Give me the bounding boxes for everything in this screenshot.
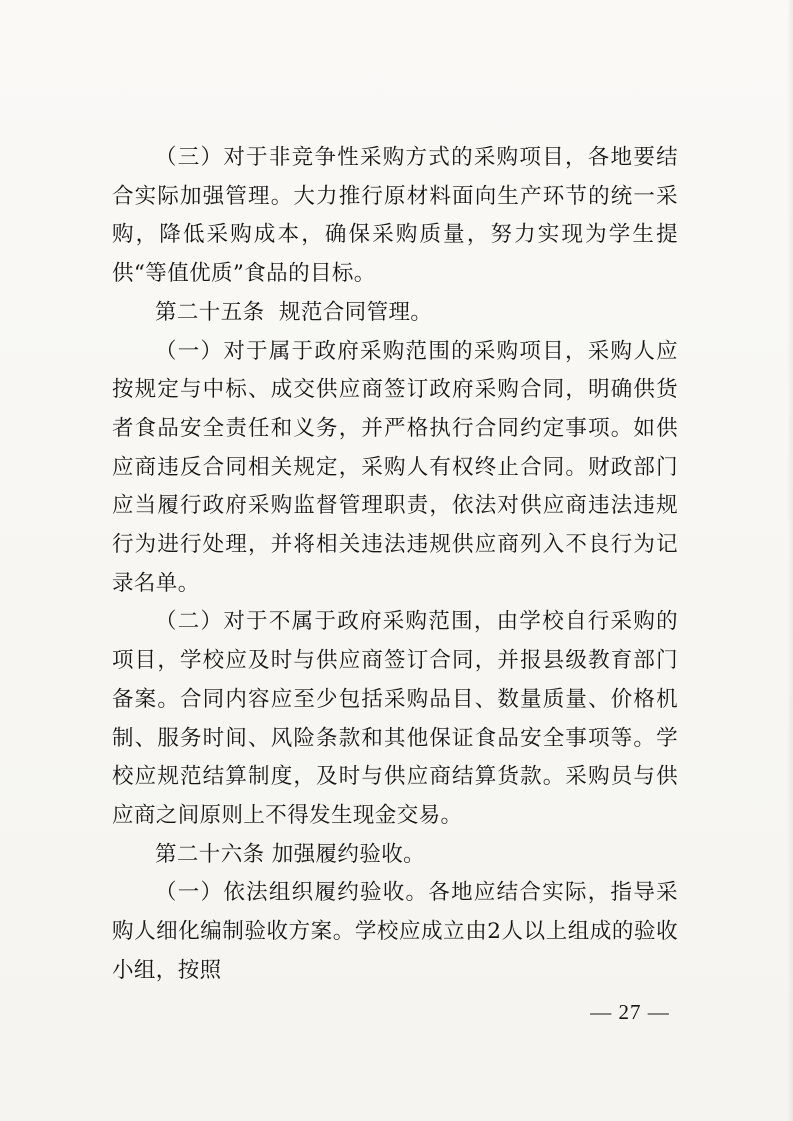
page-number: — 27 —	[590, 1000, 670, 1024]
scan-edge-shadow	[787, 0, 793, 1121]
article-26-heading: 第二十六条 加强履约验收。	[155, 841, 426, 867]
paragraph-acceptance-inspection: （一）依法组织履约验收。各地应结合实际，指导采购人细化编制验收方案。学校应成立由2人以上组成的验收小组，按照	[112, 880, 678, 983]
paragraph-government-procurement-contract: （一）对于属于政府采购范围的采购项目，采购人应按规定与中标、成交供应商签订政府采购合同，明确供货者食品安全责任和义务，并严格执行合同约定事项。如供应商违反合同相关规定，采购人有权终止合同。财政部门应当履行政府采购监督管理职责，依法对供应商违法违规行为进行处理，并将相关违法违规供应商列入不良行为记录名单。	[112, 338, 678, 596]
paragraph-school-procurement-contract: （二）对于不属于政府采购范围，由学校自行采购的项目，学校应及时与供应商签订合同，并报县级教育部门备案。合同内容应至少包括采购品目、数量质量、价格机制、服务时间、风险条款和其他保证食品安全事项等。学校应规范结算制度，及时与供应商结算货款。采购员与供应商之间原则上不得发生现金交易。	[112, 609, 678, 828]
document-body	[112, 139, 678, 990]
paragraph-procurement-management: （三）对于非竞争性采购方式的采购项目，各地要结合实际加强管理。大力推行原材料面向生产环节的统一采购，降低采购成本，确保采购质量，努力实现为学生提供“等值优质”食品的目标。	[112, 145, 678, 287]
article-25-heading: 第二十五条 规范合同管理。	[155, 299, 433, 325]
